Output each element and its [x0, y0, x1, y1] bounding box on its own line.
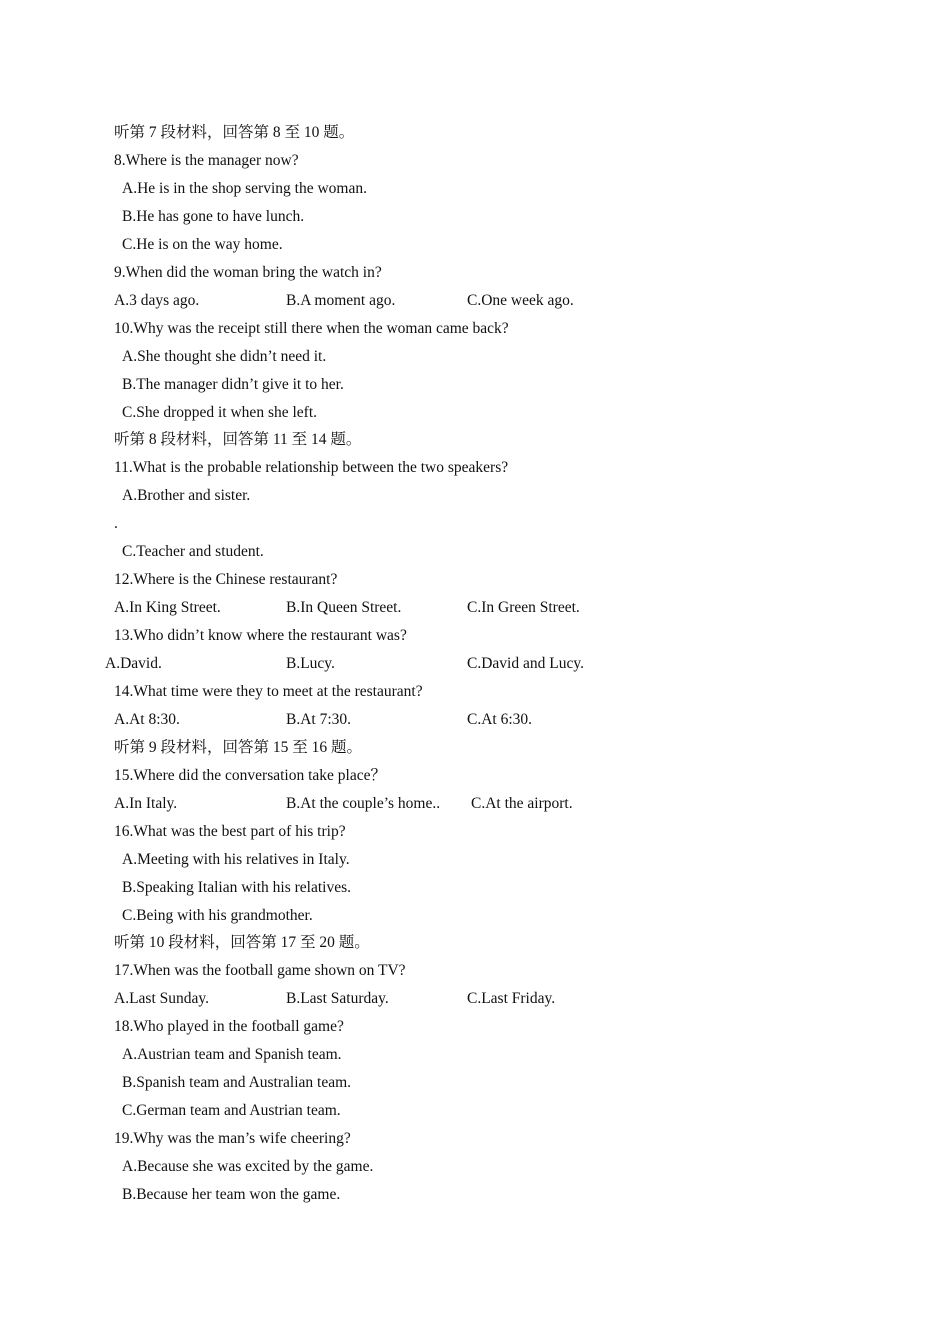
question-10: 10.Why was the receipt still there when the woman came back?: [114, 320, 509, 337]
option-line: B.Spanish team and Australian team.: [122, 1074, 352, 1091]
question-8: 8.Where is the manager now?: [114, 152, 299, 169]
question-18: 18.Who played in the football game?: [114, 1018, 344, 1035]
question-17: 17.When was the football game shown on TV?: [114, 962, 406, 979]
section-heading: 听第 8 段材料，回答第 11 至 14 题。: [114, 431, 362, 448]
option-line: C.Teacher and student.: [122, 543, 264, 560]
question-12: 12.Where is the Chinese restaurant?: [114, 571, 338, 588]
option-a: A.At 8:30.: [114, 711, 180, 728]
option-c: C.David and Lucy.: [467, 655, 584, 672]
question-11: 11.What is the probable relationship between the two speakers?: [114, 459, 509, 476]
option-line: C.German team and Austrian team.: [122, 1102, 341, 1119]
option-b: B.In Queen Street.: [286, 599, 402, 616]
option-b: B.Lucy.: [286, 655, 335, 672]
option-line: B.He has gone to have lunch.: [122, 208, 305, 225]
option-line: C.She dropped it when she left.: [122, 404, 318, 421]
section-heading: 听第 7 段材料，回答第 8 至 10 题。: [114, 124, 355, 141]
question-14: 14.What time were they to meet at the restaurant?: [114, 683, 423, 700]
section-heading: 听第 10 段材料，回答第 17 至 20 题。: [114, 934, 370, 951]
option-line: A.Brother and sister.: [122, 487, 251, 504]
option-line: A.She thought she didn’t need it.: [122, 348, 327, 365]
option-line: B.Speaking Italian with his relatives.: [122, 879, 352, 896]
option-line: B.Because her team won the game.: [122, 1186, 341, 1203]
question-19: 19.Why was the man’s wife cheering?: [114, 1130, 351, 1147]
option-b: B.Last Saturday.: [286, 990, 389, 1007]
option-line: C.He is on the way home.: [122, 236, 283, 253]
option-b: B.At the couple’s home..: [286, 795, 441, 812]
option-a: A.3 days ago.: [114, 292, 200, 309]
option-a: A.Last Sunday.: [114, 990, 209, 1007]
option-line: A.He is in the shop serving the woman.: [122, 180, 367, 197]
option-b: B.A moment ago.: [286, 292, 396, 309]
option-c: C.At the airport.: [471, 795, 573, 812]
section-heading: 听第 9 段材料，回答第 15 至 16 题。: [114, 739, 363, 756]
option-a: A.In King Street.: [114, 599, 221, 616]
option-a: A.In Italy.: [114, 795, 178, 812]
option-line: A.Austrian team and Spanish team.: [122, 1046, 342, 1063]
question-13: 13.Who didn’t know where the restaurant was?: [114, 627, 407, 644]
question-15: 15.Where did the conversation take place？: [114, 767, 386, 784]
option-b: B.At 7:30.: [286, 711, 352, 728]
option-line: B.The manager didn’t give it to her.: [122, 376, 344, 393]
option-c: C.In Green Street.: [467, 599, 580, 616]
option-a: A.David.: [105, 655, 162, 672]
question-16: 16.What was the best part of his trip?: [114, 823, 346, 840]
option-line: A.Meeting with his relatives in Italy.: [122, 851, 350, 868]
option-line: C.Being with his grandmother.: [122, 907, 313, 924]
option-line: A.Because she was excited by the game.: [122, 1158, 374, 1175]
option-c: C.One week ago.: [467, 292, 574, 309]
option-c: C.Last Friday.: [467, 990, 556, 1007]
option-c: C.At 6:30.: [467, 711, 533, 728]
question-9: 9.When did the woman bring the watch in?: [114, 264, 382, 281]
stray-dot: .: [114, 515, 118, 532]
